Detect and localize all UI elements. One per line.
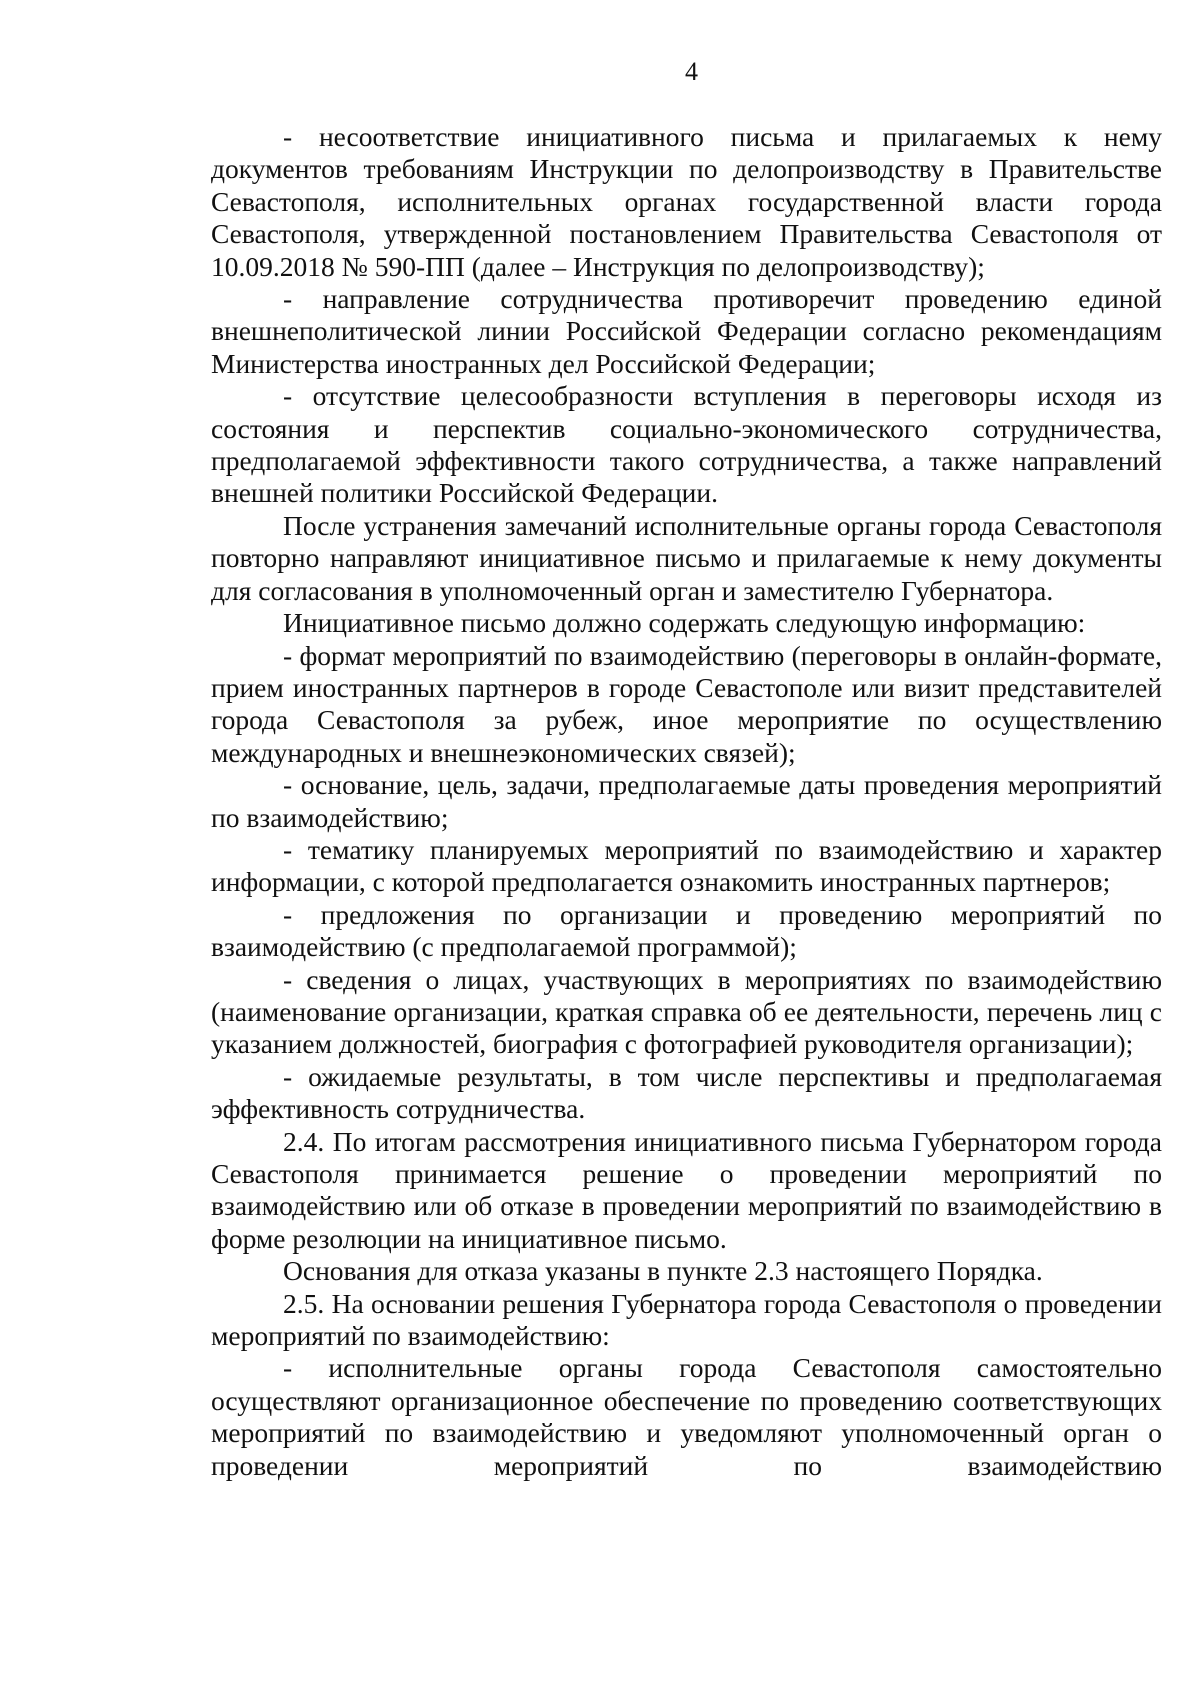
paragraph-basis-goals-dates: - основание, цель, задачи, предполагаемые даты проведения мероприятий по взаимодействию; — [211, 769, 1162, 833]
paragraph-executive-bodies: - исполнительные органы города Севастополя самостоятельно осуществляют организационное обеспечение по проведению соответствующих мероприятий по взаимодействию и уведомляют уполномоченный орган о проведении мероприятий по взаимодействию — [211, 1352, 1162, 1481]
paragraph-refusal-grounds: Основания для отказа указаны в пункте 2.3 настоящего Порядка. — [283, 1255, 1043, 1287]
paragraph-letter-contents-intro: Инициативное письмо должно содержать следующую информацию: — [283, 607, 1086, 639]
paragraph-mismatch-requirements: - несоответствие инициативного письма и прилагаемых к нему документов требованиям Инструкции по делопроизводству в Правительстве Севастополя, исполнительных органах государственной власти города Севастополя, утвержденной постановлением Правительства Севастополя от 10.09.2018 № 590-ПП (далее – Инструкция по делопроизводству); — [211, 121, 1162, 282]
paragraph-section-2-5: 2.5. На основании решения Губернатора города Севастополя о проведении мероприятий по взаимодействию: — [211, 1287, 1162, 1352]
paragraph-participants: - сведения о лицах, участвующих в мероприятиях по взаимодействию (наименование организации, краткая справка об ее деятельности, перечень лиц с указанием должностей, биография с фотографией руководителя организации); — [211, 963, 1162, 1060]
paragraph-topics: - тематику планируемых мероприятий по взаимодействию и характер информации, с которой предполагается ознакомить иностранных партнеров; — [211, 833, 1162, 898]
paragraph-section-2-4: 2.4. По итогам рассмотрения инициативного письма Губернатором города Севастополя принимается решение о проведении мероприятий по взаимодействию или об отказе в проведении мероприятий по взаимодействию в форме резолюции на инициативное письмо. — [211, 1125, 1162, 1254]
paragraph-expected-results: - ожидаемые результаты, в том числе перспективы и предполагаемая эффективность сотрудничества. — [211, 1060, 1162, 1125]
paragraph-event-format: - формат мероприятий по взаимодействию (переговоры в онлайн-формате, прием иностранных партнеров в городе Севастополе или визит представителей города Севастополя за рубеж, иное мероприятие по осуществлению международных и внешнеэкономических связей); — [211, 639, 1162, 768]
paragraph-foreign-policy-conflict: - направление сотрудничества противоречит проведению единой внешнеполитической линии Российской Федерации согласно рекомендациям Министерства иностранных дел Российской Федерации; — [211, 283, 1162, 379]
paragraph-resubmission: После устранения замечаний исполнительные органы города Севастополя повторно направляют инициативное письмо и прилагаемые к нему документы для согласования в уполномоченный орган и заместителю Губернатора. — [211, 509, 1162, 606]
page-number: 4 — [685, 57, 698, 86]
paragraph-no-expediency: - отсутствие целесообразности вступления в переговоры исходя из состояния и перспектив социально-экономического сотрудничества, предполагаемой эффективности такого сотрудничества, а также направлений внешней политики Российской Федерации. — [211, 380, 1162, 509]
document-body — [211, 121, 1162, 1482]
paragraph-proposals: - предложения по организации и проведению мероприятий по взаимодействию (с предполагаемой программой); — [211, 898, 1162, 963]
